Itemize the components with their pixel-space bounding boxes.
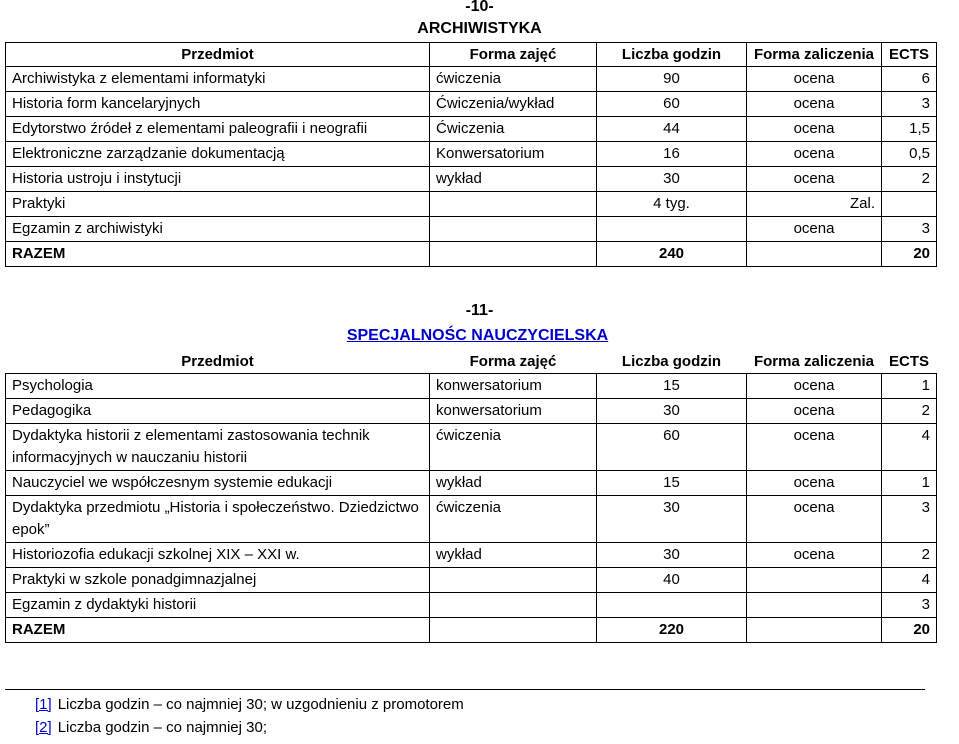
cell-form bbox=[430, 568, 597, 593]
cell-assessment bbox=[747, 593, 882, 618]
cell-assessment: ocena bbox=[747, 543, 882, 568]
cell-ects: 3 bbox=[882, 496, 937, 543]
cell-subject: Edytorstwo źródeł z elementami paleografii i neografii bbox=[6, 117, 430, 142]
cell-ects: 2 bbox=[882, 399, 937, 424]
archiwistyka-table bbox=[5, 42, 937, 267]
total-row bbox=[6, 242, 937, 267]
header-subject: Przedmiot bbox=[6, 43, 430, 67]
table-row bbox=[6, 67, 937, 92]
cell-assessment: ocena bbox=[747, 471, 882, 496]
cell-form bbox=[430, 192, 597, 217]
footnote-1 bbox=[35, 693, 464, 716]
section-title-specjalnosc: SPECJALNOŚC NAUCZYCIELSKA bbox=[346, 327, 609, 344]
footnote-divider bbox=[5, 689, 925, 690]
cell-assessment: ocena bbox=[747, 117, 882, 142]
cell-hours: 44 bbox=[597, 117, 747, 142]
cell-form: wykład bbox=[430, 471, 597, 496]
cell-hours: 60 bbox=[597, 92, 747, 117]
cell-subject: Egzamin z dydaktyki historii bbox=[6, 593, 430, 618]
cell-ects: 3 bbox=[882, 593, 937, 618]
header-assessment: Forma zaliczenia bbox=[747, 43, 882, 67]
cell-ects: 4 bbox=[882, 424, 937, 471]
table-row bbox=[6, 496, 937, 543]
cell-hours: 40 bbox=[597, 568, 747, 593]
table-row bbox=[6, 471, 937, 496]
cell-hours: 30 bbox=[597, 399, 747, 424]
cell-ects: 2 bbox=[882, 543, 937, 568]
table-row bbox=[6, 192, 937, 217]
cell-hours bbox=[597, 217, 747, 242]
cell-subject: Historiozofia edukacji szkolnej XIX – XXI w. bbox=[6, 543, 430, 568]
cell-subject: Pedagogika bbox=[6, 399, 430, 424]
cell-subject: Elektroniczne zarządzanie dokumentacją bbox=[6, 142, 430, 167]
header-ects: ECTS bbox=[882, 43, 937, 67]
cell-ects bbox=[882, 192, 937, 217]
table-row bbox=[6, 117, 937, 142]
cell-assessment: Zal. bbox=[747, 192, 882, 217]
footnote-link-1[interactable]: [1] bbox=[35, 696, 52, 713]
table-row bbox=[6, 374, 937, 399]
cell-hours: 90 bbox=[597, 67, 747, 92]
table-row bbox=[6, 543, 937, 568]
cell-ects: 0,5 bbox=[882, 142, 937, 167]
cell-ects: 1 bbox=[882, 374, 937, 399]
total-form bbox=[430, 242, 597, 267]
cell-assessment bbox=[747, 568, 882, 593]
total-assessment bbox=[747, 618, 882, 643]
cell-form: wykład bbox=[430, 543, 597, 568]
cell-subject: Historia form kancelaryjnych bbox=[6, 92, 430, 117]
cell-ects: 3 bbox=[882, 92, 937, 117]
table-row bbox=[6, 593, 937, 618]
cell-ects: 1 bbox=[882, 471, 937, 496]
total-form bbox=[430, 618, 597, 643]
cell-subject: Praktyki bbox=[6, 192, 430, 217]
cell-hours: 60 bbox=[597, 424, 747, 471]
header-form: Forma zajęć bbox=[430, 350, 597, 374]
cell-hours: 30 bbox=[597, 167, 747, 192]
page-number-11: -11- bbox=[465, 302, 494, 319]
table-header-row bbox=[6, 350, 937, 374]
cell-assessment: ocena bbox=[747, 374, 882, 399]
header-hours: Liczba godzin bbox=[597, 43, 747, 67]
footnote-text-1: Liczba godzin – co najmniej 30; w uzgodnieniu z promotorem bbox=[57, 696, 464, 713]
cell-ects: 1,5 bbox=[882, 117, 937, 142]
section-title-archiwistyka: ARCHIWISTYKA bbox=[417, 20, 542, 37]
page-number-10: -10- bbox=[465, 0, 494, 15]
cell-subject: Dydaktyka historii z elementami zastosowania technik informacyjnych w nauczaniu historii bbox=[6, 424, 430, 471]
table-row bbox=[6, 399, 937, 424]
table-row bbox=[6, 167, 937, 192]
cell-subject: Historia ustroju i instytucji bbox=[6, 167, 430, 192]
cell-subject: Nauczyciel we współczesnym systemie edukacji bbox=[6, 471, 430, 496]
cell-assessment: ocena bbox=[747, 217, 882, 242]
header-form: Forma zajęć bbox=[430, 43, 597, 67]
cell-hours bbox=[597, 593, 747, 618]
table-row bbox=[6, 568, 937, 593]
specjalnosc-table bbox=[5, 350, 937, 643]
table-row bbox=[6, 92, 937, 117]
footnote-text-2: Liczba godzin – co najmniej 30; bbox=[57, 719, 267, 736]
cell-form: Ćwiczenia bbox=[430, 117, 597, 142]
cell-hours: 30 bbox=[597, 496, 747, 543]
cell-assessment: ocena bbox=[747, 142, 882, 167]
cell-ects: 3 bbox=[882, 217, 937, 242]
total-assessment bbox=[747, 242, 882, 267]
total-hours: 220 bbox=[597, 618, 747, 643]
total-label: RAZEM bbox=[6, 618, 430, 643]
footnotes bbox=[35, 693, 464, 739]
header-assessment: Forma zaliczenia bbox=[747, 350, 882, 374]
total-ects: 20 bbox=[882, 242, 937, 267]
cell-hours: 4 tyg. bbox=[597, 192, 747, 217]
header-hours: Liczba godzin bbox=[597, 350, 747, 374]
table-row bbox=[6, 424, 937, 471]
total-hours: 240 bbox=[597, 242, 747, 267]
cell-form: wykład bbox=[430, 167, 597, 192]
header-subject: Przedmiot bbox=[6, 350, 430, 374]
cell-subject: Egzamin z archiwistyki bbox=[6, 217, 430, 242]
total-row bbox=[6, 618, 937, 643]
cell-assessment: ocena bbox=[747, 67, 882, 92]
header-ects: ECTS bbox=[882, 350, 937, 374]
footnote-2 bbox=[35, 716, 464, 739]
cell-assessment: ocena bbox=[747, 167, 882, 192]
cell-assessment: ocena bbox=[747, 92, 882, 117]
cell-hours: 15 bbox=[597, 471, 747, 496]
cell-ects: 2 bbox=[882, 167, 937, 192]
cell-hours: 30 bbox=[597, 543, 747, 568]
cell-subject: Psychologia bbox=[6, 374, 430, 399]
total-ects: 20 bbox=[882, 618, 937, 643]
cell-form: ćwiczenia bbox=[430, 67, 597, 92]
cell-assessment: ocena bbox=[747, 496, 882, 543]
cell-hours: 15 bbox=[597, 374, 747, 399]
cell-ects: 6 bbox=[882, 67, 937, 92]
cell-hours: 16 bbox=[597, 142, 747, 167]
cell-form: Konwersatorium bbox=[430, 142, 597, 167]
cell-assessment: ocena bbox=[747, 424, 882, 471]
cell-ects: 4 bbox=[882, 568, 937, 593]
cell-subject: Dydaktyka przedmiotu „Historia i społeczeństwo. Dziedzictwo epok” bbox=[6, 496, 430, 543]
table-row bbox=[6, 142, 937, 167]
cell-form bbox=[430, 217, 597, 242]
cell-subject: Praktyki w szkole ponadgimnazjalnej bbox=[6, 568, 430, 593]
cell-form: ćwiczenia bbox=[430, 496, 597, 543]
cell-form: ćwiczenia bbox=[430, 424, 597, 471]
cell-form: konwersatorium bbox=[430, 399, 597, 424]
table-row bbox=[6, 217, 937, 242]
cell-form: Ćwiczenia/wykład bbox=[430, 92, 597, 117]
total-label: RAZEM bbox=[6, 242, 430, 267]
cell-subject: Archiwistyka z elementami informatyki bbox=[6, 67, 430, 92]
footnote-link-2[interactable]: [2] bbox=[35, 719, 52, 736]
cell-form: konwersatorium bbox=[430, 374, 597, 399]
cell-assessment: ocena bbox=[747, 399, 882, 424]
cell-form bbox=[430, 593, 597, 618]
table-header-row bbox=[6, 43, 937, 67]
